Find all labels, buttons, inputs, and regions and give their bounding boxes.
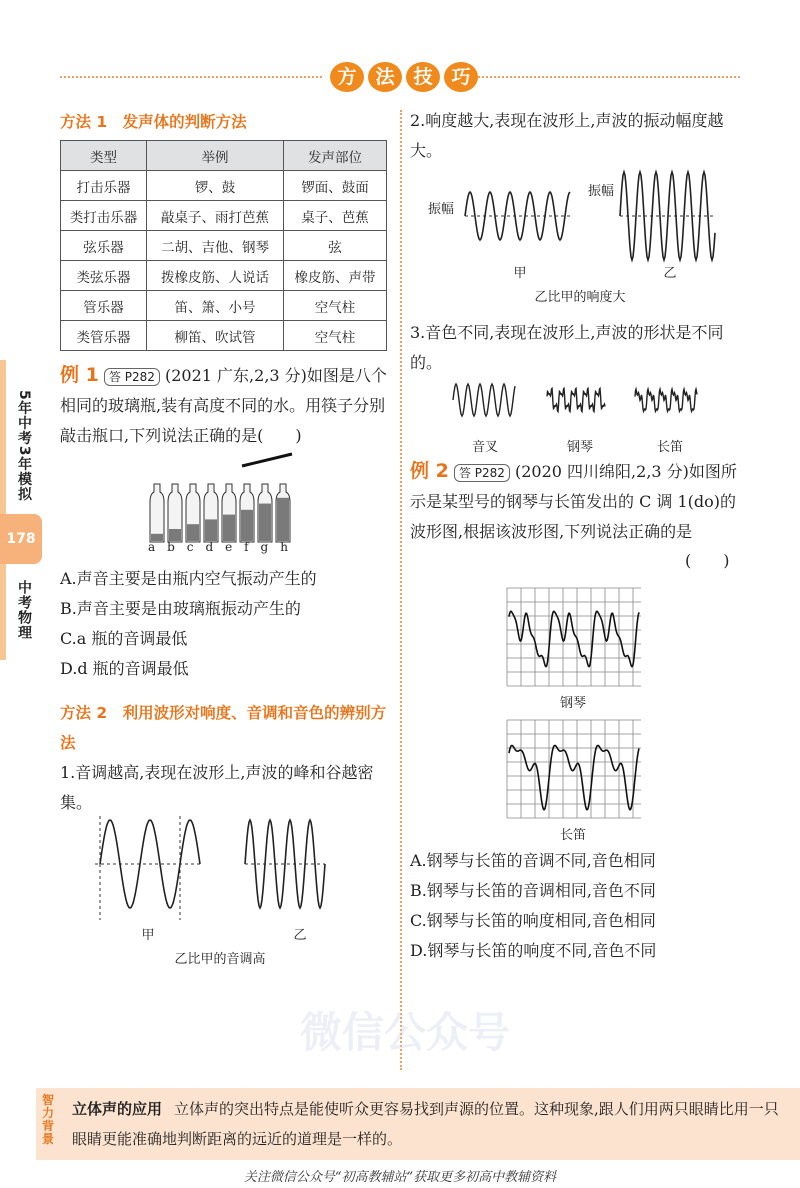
example1-block (60, 360, 390, 451)
table-header: 发声部位 (283, 141, 386, 171)
table-cell: 类管乐器 (61, 321, 147, 351)
timbre-label: 钢琴 (566, 440, 593, 455)
option-c: C.钢琴与长笛的响度相同,音色相同 (410, 911, 656, 930)
option-b: B.声音主要是由玻璃瓶振动产生的 (60, 599, 301, 618)
loudness-waves (415, 168, 735, 268)
background-label: 智力背景 (42, 1093, 55, 1146)
table-cell: 类打击乐器 (61, 201, 147, 231)
bottle (150, 484, 164, 542)
table-row (61, 261, 387, 291)
bottle-water (187, 524, 199, 541)
timbre-waves (445, 380, 715, 420)
table-cell: 桌子、芭蕉 (283, 201, 386, 231)
option-b: B.钢琴与长笛的音调相同,音色不同 (410, 881, 656, 900)
side-subject: 中考物理 (16, 580, 32, 640)
watermark: 微信公众号 (300, 1008, 511, 1057)
example1-text: (2021 广东,2,3 分)如图是八个相同的玻璃瓶,装有高度不同的水。用筷子分别敲击瓶口,下列说法正确的是( ) (60, 366, 387, 445)
table-cell: 锣面、鼓面 (283, 171, 386, 201)
bottle-label: a (148, 540, 156, 554)
amplitude-label: 振幅 (588, 184, 615, 199)
table-cell: 拨橡皮筋、人说话 (147, 261, 284, 291)
table-row (61, 171, 387, 201)
wave-right (245, 820, 325, 908)
wave-label-jia: 甲 (513, 266, 527, 281)
table-cell: 空气柱 (283, 321, 386, 351)
bottle-labels (148, 540, 288, 554)
table-cell: 二胡、吉他、钢琴 (147, 231, 284, 261)
table-row (61, 321, 387, 351)
method2-title: 方法 2 利用波形对响度、音调和音色的辨别方法 (60, 704, 387, 752)
bottle-label: h (280, 540, 288, 554)
bottle-label: c (186, 540, 194, 554)
flute-graph (505, 718, 643, 820)
table-cell: 弦乐器 (61, 231, 147, 261)
graph-label-piano: 钢琴 (559, 696, 586, 711)
table-cell: 锣、鼓 (147, 171, 284, 201)
example1-options (60, 564, 390, 684)
point3-text: 3.音色不同,表现在波形上,声波的形状是不同的。 (410, 323, 724, 372)
bottle-label: f (244, 540, 249, 554)
table-row (61, 201, 387, 231)
example2-text: (2020 四川绵阳,2,3 分)如图所示是某型号的钢琴与长笛发出的 C 调 1(do)的波形图,根据该波形图,下列说法正确的是 (410, 462, 737, 541)
example2-block (410, 456, 740, 547)
pitch-waves (90, 814, 390, 924)
table-header-row (61, 141, 387, 171)
wave-label-yi: 乙 (663, 266, 677, 281)
table-cell: 空气柱 (283, 291, 386, 321)
banner-char: 方 (330, 62, 364, 92)
bottle-label: d (205, 540, 214, 554)
sound-source-table (60, 140, 387, 351)
table-cell: 管乐器 (61, 291, 147, 321)
timbre-label: 长笛 (656, 440, 683, 455)
flute-wave (635, 389, 697, 411)
bottle-water (205, 519, 217, 541)
chopstick (242, 454, 292, 466)
bottle-water (277, 498, 289, 541)
piano-graph (505, 586, 643, 688)
point2-text: 2.响度越大,表现在波形上,声波的振动幅度越大。 (410, 111, 724, 160)
wave-label-jia: 甲 (141, 928, 155, 943)
table-row (61, 291, 387, 321)
wave-left (95, 816, 200, 920)
side-series-title: 5年中考3年模拟 (16, 390, 32, 502)
bottle-label: e (225, 540, 233, 554)
wave-label-yi: 乙 (293, 928, 307, 943)
option-d: D.d 瓶的音调最低 (60, 659, 189, 678)
banner-char: 技 (406, 62, 440, 92)
table-cell: 打击乐器 (61, 171, 147, 201)
option-a: A.钢琴与长笛的音调不同,音色相同 (410, 851, 656, 870)
example1-label: 例 1 (60, 364, 99, 386)
point2-caption: 乙比甲的响度大 (534, 290, 626, 305)
side-strip (0, 360, 6, 660)
banner-char: 法 (368, 62, 402, 92)
option-d: D.钢琴与长笛的响度不同,音色不同 (410, 941, 657, 960)
background-title: 立体声的应用 (72, 1100, 163, 1118)
answer-tag: 答 P282 (454, 464, 510, 482)
section-banner (330, 62, 478, 92)
table-cell: 弦 (283, 231, 386, 261)
quiet-wave (465, 192, 570, 240)
method1-title: 方法 1 发声体的判断方法 (60, 113, 247, 131)
table-cell: 柳笛、吹试管 (147, 321, 284, 351)
background-text: 立体声的突出特点是能使听众更容易找到声源的位置。这种现象,跟人们用两只眼睛比用一只眼睛更能准确地判断距离的远近的道理是一样的。 (72, 1100, 779, 1148)
option-c: C.a 瓶的音调最低 (60, 629, 188, 648)
bottle-water (241, 510, 253, 541)
answer-paren: ( ) (685, 551, 730, 570)
page-number: 178 (0, 514, 42, 564)
background-text-block (72, 1094, 792, 1154)
banner-char: 巧 (444, 62, 478, 92)
option-a: A.声音主要是由瓶内空气振动产生的 (60, 569, 317, 588)
footer-note: 关注微信公众号“初高教辅站”获取更多初高中教辅资料 (243, 1170, 557, 1185)
header-dotline-left (60, 76, 322, 78)
graph-label-flute: 长笛 (559, 828, 586, 843)
bottle-water (223, 515, 235, 541)
table-cell: 笛、箫、小号 (147, 291, 284, 321)
tuning-fork-wave (453, 384, 515, 416)
bottle-label: b (167, 540, 175, 554)
point1-caption: 乙比甲的音调高 (174, 952, 266, 967)
table-header: 举例 (147, 141, 284, 171)
bottle-group (150, 484, 290, 542)
bottle-label: g (260, 540, 269, 554)
graph-grid (507, 588, 641, 686)
answer-tag: 答 P282 (104, 368, 160, 386)
table-cell: 类弦乐器 (61, 261, 147, 291)
example2-options (410, 846, 740, 966)
point1-text: 1.音调越高,表现在波形上,声波的峰和谷越密集。 (60, 763, 374, 812)
header-dotline-right (478, 76, 740, 78)
bottle-water (259, 504, 271, 541)
table-cell: 敲桌子、雨打芭蕉 (147, 201, 284, 231)
timbre-label: 音叉 (471, 440, 498, 455)
table-cell: 橡皮筋、声带 (283, 261, 386, 291)
amplitude-label: 振幅 (428, 202, 455, 217)
table-row (61, 231, 387, 261)
table-header: 类型 (61, 141, 147, 171)
piano-wave (547, 388, 605, 411)
column-divider (400, 110, 402, 1070)
example2-label: 例 2 (410, 460, 449, 482)
flute-waveform (509, 746, 639, 810)
